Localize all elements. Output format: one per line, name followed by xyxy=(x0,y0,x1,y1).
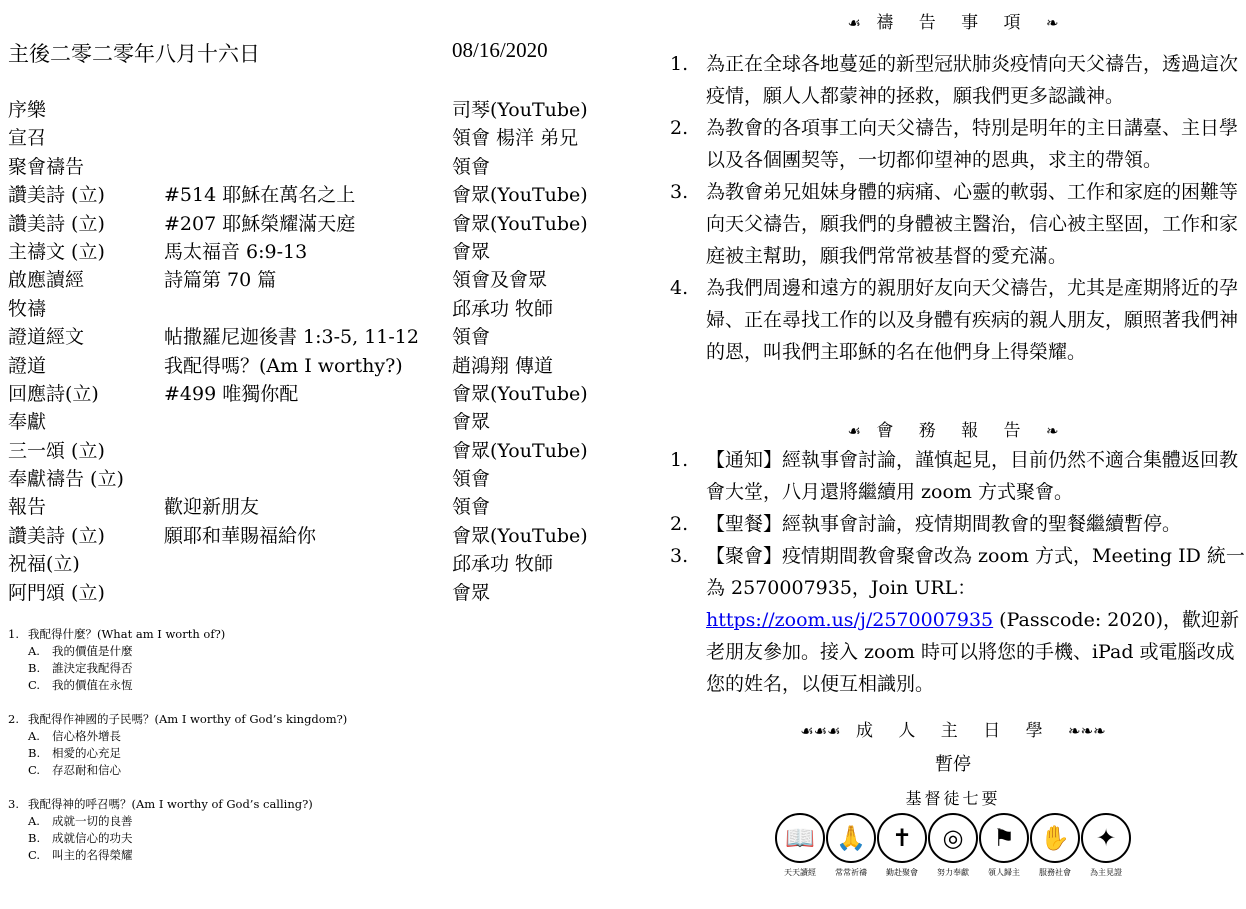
subpoint-text: 存忍耐和信心 xyxy=(52,763,121,777)
prayer-text: 為教會弟兄姐妹身體的病痛、心靈的軟弱、工作和家庭的困難等向天父禱告，願我們的身體被主醫治，信心被主堅固，工作和家庭被主幫助，願我們常常被基督的愛充滿。 xyxy=(706,181,1239,267)
order-leader: 邱承功 牧師 xyxy=(452,553,554,576)
prayer-text: 為我們周邊和遠方的親朋好友向天父禱告，尤其是產期將近的孕婦、正在尋找工作的以及身體有疾病的親人朋友，願照著我們神的恩，叫我們主耶穌的名在他們身上得榮耀。 xyxy=(706,277,1239,363)
order-item: 阿門頌 (立) xyxy=(8,581,105,604)
order-leader: 會眾(YouTube) xyxy=(452,212,588,235)
subpoint-text: 相愛的心充足 xyxy=(52,746,121,760)
order-leader: 會眾(YouTube) xyxy=(452,524,588,547)
essential-badge xyxy=(775,813,825,878)
outline-subpoint xyxy=(8,762,648,779)
order-item: 讚美詩 (立) xyxy=(8,184,105,207)
outline-point xyxy=(8,626,648,694)
order-content: 帖撒羅尼迦後書 1:3-5, 11-12 xyxy=(164,326,419,349)
subpoint-text: 我的價值是什麼 xyxy=(52,644,133,658)
order-leader: 領會 xyxy=(452,326,491,349)
order-row xyxy=(8,408,648,436)
order-row xyxy=(8,266,648,294)
outline-subpoint xyxy=(8,728,648,745)
order-item: 啟應讀經 xyxy=(8,269,85,292)
order-leader: 領會 xyxy=(452,155,491,178)
report-item xyxy=(660,540,1246,700)
ornament-icon: ❧ xyxy=(1045,14,1059,32)
serving-society-icon: ✋ xyxy=(1030,813,1080,863)
evangelism-icon: ⚑ xyxy=(979,813,1029,863)
ornament-icon: ☙ xyxy=(847,422,861,440)
prayer-list xyxy=(660,48,1246,368)
report-list xyxy=(660,444,1246,700)
order-leader: 邱承功 牧師 xyxy=(452,297,554,320)
ornament-icon: ☙ xyxy=(847,14,861,32)
essential-badge xyxy=(877,813,927,878)
sunday-school-title: ☙☙☙ 成 人 主 日 學 ❧❧❧ xyxy=(800,721,1106,741)
subpoint-letter: A. xyxy=(28,814,40,828)
order-leader: 會眾(YouTube) xyxy=(452,184,588,207)
prayer-item xyxy=(660,112,1246,176)
outline-subpoint xyxy=(8,660,648,677)
order-content: 馬太福音 6:9-13 xyxy=(164,240,308,263)
outline-subpoint xyxy=(8,677,648,694)
outline-subpoint xyxy=(8,830,648,847)
order-leader: 會眾 xyxy=(452,411,491,434)
subpoint-text: 成就一切的良善 xyxy=(52,814,133,828)
date-chinese: 主後二零二零年八月十六日 xyxy=(8,42,260,66)
essential-label: 努力奉獻 xyxy=(937,868,969,877)
essential-label: 天天讀經 xyxy=(784,868,816,877)
order-content: #499 唯獨你配 xyxy=(164,382,299,405)
order-item: 宣召 xyxy=(8,127,47,150)
witness-icon: ✦ xyxy=(1081,813,1131,863)
outline-subpoint xyxy=(8,745,648,762)
essential-label: 勤赴聚會 xyxy=(886,868,918,877)
order-item: 三一頌 (立) xyxy=(8,439,105,462)
order-item: 回應詩(立) xyxy=(8,382,99,405)
report-text: 【通知】經執事會討論，謹慎起見，目前仍然不適合集體返回教會大堂，八月還將繼續用 zoom 方式聚會。 xyxy=(706,449,1239,503)
prayer-item xyxy=(660,272,1246,368)
sunday-school-status: 暫停 xyxy=(935,754,971,775)
essential-badge xyxy=(826,813,876,878)
report-text: 【聚會】疫情期間教會聚會改為 zoom 方式，Meeting ID 統一為 2570007935，Join URL： xyxy=(706,545,1245,599)
order-row xyxy=(8,238,648,266)
report-title: ☙ 會 務 報 告 ❧ xyxy=(847,421,1059,441)
zoom-link[interactable]: https://zoom.us/j/2570007935 xyxy=(706,609,994,631)
sermon-outline xyxy=(8,626,648,881)
outline-point xyxy=(8,796,648,864)
subpoint-text: 誰決定我配得否 xyxy=(52,661,133,675)
essential-label: 領人歸主 xyxy=(988,868,1020,877)
outline-subpoint xyxy=(8,847,648,864)
order-row xyxy=(8,210,648,238)
report-item xyxy=(660,508,1246,540)
order-item: 證道經文 xyxy=(8,326,85,349)
subpoint-letter: C. xyxy=(28,763,41,777)
subpoint-text: 信心格外增長 xyxy=(52,729,121,743)
item-number: 3. xyxy=(670,181,689,203)
subpoint-letter: A. xyxy=(28,644,40,658)
essential-badge xyxy=(1081,813,1131,878)
ornament-icon: ❧ xyxy=(1045,422,1059,440)
order-row xyxy=(8,550,648,578)
order-leader: 會眾(YouTube) xyxy=(452,439,588,462)
item-number: 1. xyxy=(670,449,689,471)
order-row xyxy=(8,437,648,465)
subpoint-text: 我的價值在永恆 xyxy=(52,678,133,692)
ornament-icon: ☙☙☙ xyxy=(800,722,841,740)
prayer-text: 為正在全球各地蔓延的新型冠狀肺炎疫情向天父禱告，透過這次疫情，願人人都蒙神的拯救，願我們更多認識神。 xyxy=(706,53,1239,107)
outline-subpoint xyxy=(8,813,648,830)
order-item: 序樂 xyxy=(8,99,47,121)
order-content: #514 耶穌在萬名之上 xyxy=(164,184,356,207)
order-leader: 會眾 xyxy=(452,240,491,263)
item-number: 4. xyxy=(670,277,689,299)
order-leader: 會眾(YouTube) xyxy=(452,382,588,405)
item-number: 1. xyxy=(670,53,689,75)
order-item: 主禱文 (立) xyxy=(8,240,105,263)
outline-number: 1. xyxy=(8,627,19,641)
seven-essentials-logo xyxy=(660,786,1246,878)
order-row xyxy=(8,124,648,152)
seven-essentials-title: 基督徒七要 xyxy=(905,789,1001,808)
subpoint-text: 叫主的名得榮耀 xyxy=(52,848,133,862)
outline-number: 3. xyxy=(8,797,19,811)
order-row xyxy=(8,295,648,323)
essential-badge xyxy=(928,813,978,878)
order-content: 歡迎新朋友 xyxy=(164,496,260,519)
outline-point xyxy=(8,711,648,779)
ornament-icon: ❧❧❧ xyxy=(1068,722,1106,740)
order-item: 祝福(立) xyxy=(8,553,80,576)
order-item: 奉獻 xyxy=(8,411,47,434)
report-item xyxy=(660,444,1246,508)
subpoint-letter: B. xyxy=(28,831,41,845)
order-item: 牧禱 xyxy=(8,297,47,320)
prayer-title: ☙ 禱 告 事 項 ❧ xyxy=(847,13,1059,33)
order-row xyxy=(8,96,648,124)
offering-icon: ◎ xyxy=(928,813,978,863)
order-leader: 領會 xyxy=(452,496,491,519)
subpoint-letter: C. xyxy=(28,848,41,862)
order-leader: 趙鴻翔 傳道 xyxy=(452,354,554,377)
order-item: 讚美詩 (立) xyxy=(8,524,105,547)
essential-label: 為主見證 xyxy=(1090,868,1122,877)
order-leader: 司琴(YouTube) xyxy=(452,99,588,121)
subpoint-text: 成就信心的功夫 xyxy=(52,831,133,845)
outline-question: 我配得神的呼召嗎？(Am I worthy of God’s calling?) xyxy=(28,797,313,811)
outline-question: 我配得什麼？(What am I worth of?) xyxy=(28,627,226,641)
order-row xyxy=(8,352,648,380)
essential-label: 服務社會 xyxy=(1039,868,1071,877)
order-item: 證道 xyxy=(8,354,47,377)
seven-essentials-row xyxy=(660,813,1246,878)
subpoint-letter: B. xyxy=(28,746,41,760)
order-content: 願耶和華賜福給你 xyxy=(164,524,317,547)
order-leader: 領會 楊洋 弟兄 xyxy=(452,127,579,150)
item-number: 3. xyxy=(670,545,689,567)
attending-church-icon: ✝ xyxy=(877,813,927,863)
order-leader: 領會及會眾 xyxy=(452,269,548,292)
prayer-text: 為教會的各項事工向天父禱告，特別是明年的主日講臺、主日學以及各個團契等，一切都仰望神的恩典，求主的帶領。 xyxy=(706,117,1239,171)
essential-badge xyxy=(979,813,1029,878)
essential-label: 常常祈禱 xyxy=(835,868,867,877)
order-row xyxy=(8,153,648,181)
report-text: (Passcode: 2020)，歡迎新老朋友參加。接入 zoom 時可以將您的手機、iPad 或電腦改成您的姓名，以便互相識別。 xyxy=(706,609,1240,695)
service-date xyxy=(8,38,548,68)
order-content: 詩篇第 70 篇 xyxy=(164,269,277,292)
order-item: 報告 xyxy=(8,496,47,519)
order-item: 奉獻禱告 (立) xyxy=(8,468,124,491)
order-leader: 會眾 xyxy=(452,581,491,604)
prayer-item xyxy=(660,176,1246,272)
order-row xyxy=(8,181,648,209)
order-of-worship xyxy=(8,96,648,607)
outline-subpoint xyxy=(8,643,648,660)
report-text: 【聖餐】經執事會討論，疫情期間教會的聖餐繼續暫停。 xyxy=(706,513,1182,535)
order-row xyxy=(8,323,648,351)
date-english: 08/16/2020 xyxy=(452,38,548,62)
order-item: 讚美詩 (立) xyxy=(8,212,105,235)
subpoint-letter: B. xyxy=(28,661,41,675)
order-row xyxy=(8,493,648,521)
item-number: 2. xyxy=(670,513,689,535)
item-number: 2. xyxy=(670,117,689,139)
reading-bible-icon: 📖 xyxy=(775,813,825,863)
prayer-item xyxy=(660,48,1246,112)
outline-number: 2. xyxy=(8,712,19,726)
order-item: 聚會禱告 xyxy=(8,155,85,178)
praying-icon: 🙏 xyxy=(826,813,876,863)
order-row xyxy=(8,465,648,493)
essential-badge xyxy=(1030,813,1080,878)
order-content: 我配得嗎？(Am I worthy?) xyxy=(164,354,403,377)
order-content: #207 耶穌榮耀滿天庭 xyxy=(164,212,356,235)
subpoint-letter: C. xyxy=(28,678,41,692)
outline-question: 我配得作神國的子民嗎？(Am I worthy of God’s kingdom?) xyxy=(28,712,348,726)
order-row xyxy=(8,380,648,408)
subpoint-letter: A. xyxy=(28,729,40,743)
order-row xyxy=(8,522,648,550)
order-leader: 領會 xyxy=(452,468,491,491)
order-row xyxy=(8,579,648,607)
